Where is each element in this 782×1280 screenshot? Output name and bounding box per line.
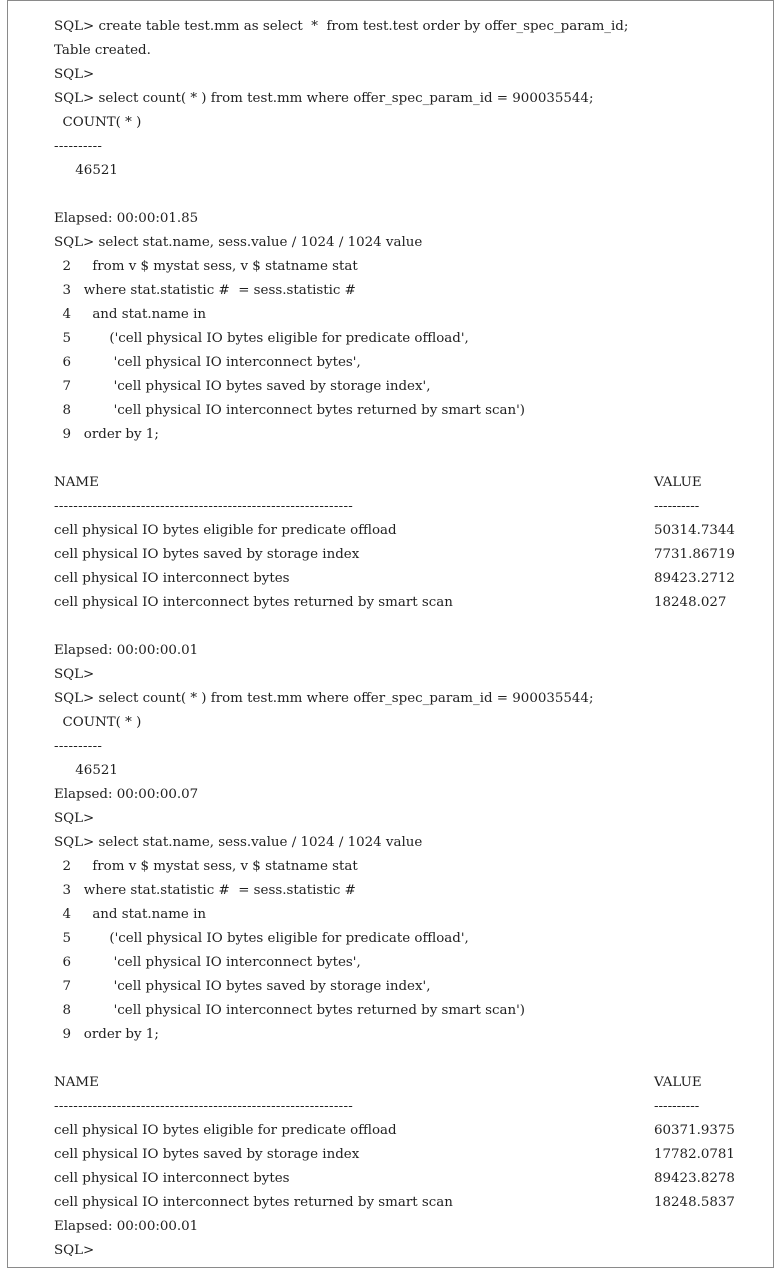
listing-line	[54, 927, 779, 951]
line-text: SQL>	[54, 667, 95, 682]
value-cell: ----------	[654, 499, 700, 514]
listing-line	[54, 975, 779, 999]
line-text: ----------	[54, 139, 103, 154]
listing-frame	[7, 0, 774, 1268]
line-text: NAME	[54, 1075, 99, 1090]
listing-line	[54, 279, 779, 303]
line-text: Table created.	[54, 43, 151, 58]
separator-line	[54, 135, 779, 159]
line-text: SQL> select count( * ) from test.mm where offer_spec_param_id = 900035544;	[54, 691, 594, 706]
blank-line	[54, 615, 779, 639]
line-text: 8 'cell physical IO interconnect bytes returned by smart scan')	[54, 1003, 526, 1018]
line-text: cell physical IO interconnect bytes returned by smart scan	[54, 1195, 453, 1210]
separator-line	[54, 735, 779, 759]
listing-line	[54, 1119, 779, 1143]
listing-line	[54, 687, 779, 711]
listing-line	[54, 255, 779, 279]
listing-line	[54, 1239, 779, 1263]
line-text: ----------	[54, 739, 103, 754]
listing-line	[54, 951, 779, 975]
listing-line	[54, 207, 779, 231]
line-text: 7 'cell physical IO bytes saved by storage index',	[54, 379, 431, 394]
line-text: COUNT( * )	[54, 715, 142, 730]
value-cell: 18248.027	[654, 595, 727, 610]
line-text: Elapsed: 00:00:01.85	[54, 211, 199, 226]
line-text: 4 and stat.name in	[54, 907, 207, 922]
listing-line	[54, 303, 779, 327]
line-text: 7 'cell physical IO bytes saved by storage index',	[54, 979, 431, 994]
line-text: 3 where stat.statistic # = sess.statistic #	[54, 283, 356, 298]
line-text: SQL> select stat.name, sess.value / 1024 / 1024 value	[54, 835, 423, 850]
line-text: 5 ('cell physical IO bytes eligible for predicate offload',	[54, 931, 469, 946]
line-text: NAME	[54, 475, 99, 490]
listing-line	[54, 423, 779, 447]
listing-line	[54, 711, 779, 735]
value-cell: 50314.7344	[654, 523, 735, 538]
listing-line	[54, 759, 779, 783]
listing-line	[54, 327, 779, 351]
line-text: cell physical IO bytes saved by storage index	[54, 1147, 360, 1162]
line-text: 9 order by 1;	[54, 427, 159, 442]
line-text: cell physical IO bytes eligible for predicate offload	[54, 523, 397, 538]
listing-line	[54, 663, 779, 687]
line-text: SQL>	[54, 67, 95, 82]
value-cell: 7731.86719	[654, 547, 735, 562]
line-text: 46521	[54, 763, 118, 778]
listing-line	[54, 1191, 779, 1215]
listing-line	[54, 63, 779, 87]
listing-line	[54, 855, 779, 879]
line-text: Elapsed: 00:00:00.01	[54, 643, 199, 658]
line-text: --------------------------------------------------------------	[54, 1099, 354, 1114]
listing-line	[54, 999, 779, 1023]
separator-line	[54, 1095, 779, 1119]
line-text: 2 from v $ mystat sess, v $ statname stat	[54, 859, 358, 874]
listing-line	[54, 639, 779, 663]
blank-line	[54, 447, 779, 471]
line-text: 9 order by 1;	[54, 1027, 159, 1042]
listing-line	[54, 399, 779, 423]
line-text: 6 'cell physical IO interconnect bytes',	[54, 955, 361, 970]
line-text: cell physical IO bytes eligible for predicate offload	[54, 1123, 397, 1138]
listing-line	[54, 471, 779, 495]
listing-line	[54, 807, 779, 831]
value-cell: 89423.2712	[654, 571, 735, 586]
value-cell: VALUE	[654, 475, 702, 490]
listing-line	[54, 15, 779, 39]
listing-line	[54, 903, 779, 927]
line-text: SQL> select stat.name, sess.value / 1024 / 1024 value	[54, 235, 423, 250]
listing-line	[54, 831, 779, 855]
line-text: --------------------------------------------------------------	[54, 499, 354, 514]
line-text: SQL>	[54, 1243, 95, 1258]
listing-line	[54, 1023, 779, 1047]
line-text: Elapsed: 00:00:00.01	[54, 1219, 199, 1234]
blank-line	[54, 1047, 779, 1071]
value-cell: 89423.8278	[654, 1171, 735, 1186]
line-text: 4 and stat.name in	[54, 307, 207, 322]
listing-line	[54, 375, 779, 399]
value-cell: ----------	[654, 1099, 700, 1114]
value-cell: 60371.9375	[654, 1123, 735, 1138]
listing-line	[54, 1167, 779, 1191]
line-text: 6 'cell physical IO interconnect bytes',	[54, 355, 361, 370]
line-text: 8 'cell physical IO interconnect bytes returned by smart scan')	[54, 403, 526, 418]
listing-line	[54, 783, 779, 807]
listing-line	[54, 519, 779, 543]
line-text: SQL> create table test.mm as select * from test.test order by offer_spec_param_id;	[54, 19, 629, 34]
line-text: cell physical IO interconnect bytes returned by smart scan	[54, 595, 453, 610]
separator-line	[54, 495, 779, 519]
listing-line	[54, 879, 779, 903]
line-text: cell physical IO interconnect bytes	[54, 1171, 290, 1186]
listing-line	[54, 111, 779, 135]
listing-line	[54, 159, 779, 183]
listing-line	[54, 591, 779, 615]
listing-line	[54, 543, 779, 567]
sql-session-listing	[54, 15, 779, 1263]
line-text: 3 where stat.statistic # = sess.statistic #	[54, 883, 356, 898]
listing-line	[54, 1143, 779, 1167]
line-text: Elapsed: 00:00:00.07	[54, 787, 199, 802]
listing-line	[54, 231, 779, 255]
blank-line	[54, 183, 779, 207]
value-cell: VALUE	[654, 1075, 702, 1090]
listing-line	[54, 1071, 779, 1095]
listing-line	[54, 567, 779, 591]
line-text: 5 ('cell physical IO bytes eligible for predicate offload',	[54, 331, 469, 346]
listing-line	[54, 351, 779, 375]
line-text: 46521	[54, 163, 118, 178]
listing-line	[54, 39, 779, 63]
line-text: COUNT( * )	[54, 115, 142, 130]
value-cell: 17782.0781	[654, 1147, 735, 1162]
line-text: 2 from v $ mystat sess, v $ statname stat	[54, 259, 358, 274]
line-text: SQL>	[54, 811, 95, 826]
value-cell: 18248.5837	[654, 1195, 735, 1210]
line-text: cell physical IO interconnect bytes	[54, 571, 290, 586]
listing-line	[54, 1215, 779, 1239]
line-text: SQL> select count( * ) from test.mm where offer_spec_param_id = 900035544;	[54, 91, 594, 106]
listing-line	[54, 87, 779, 111]
line-text: cell physical IO bytes saved by storage index	[54, 547, 360, 562]
